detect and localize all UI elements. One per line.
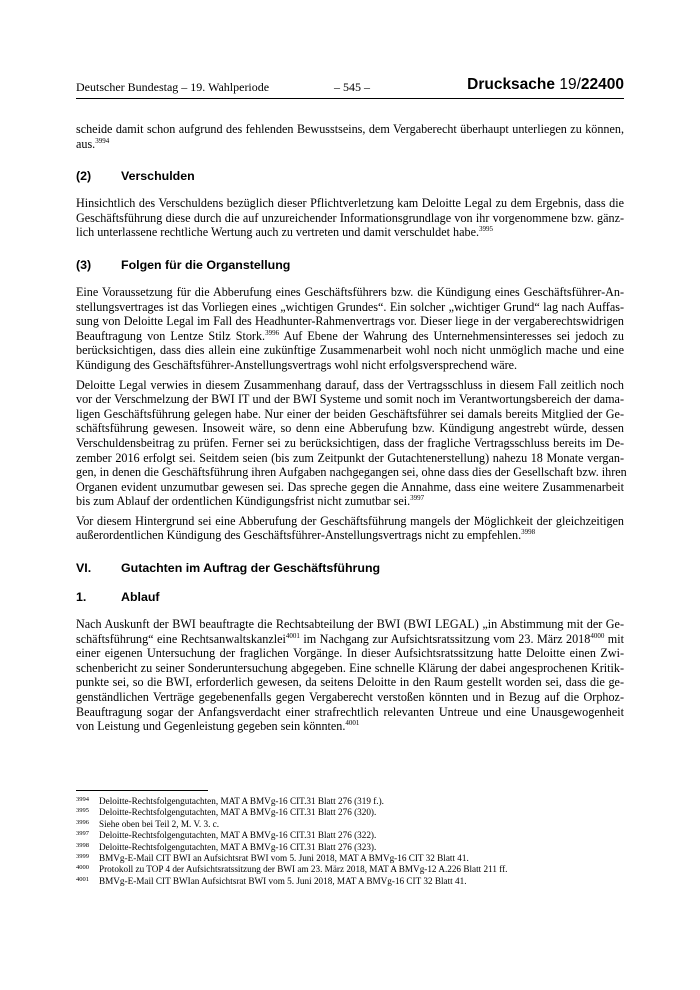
text-line: Geschäftsführung diese durch die auf unzureichender Informationsgrundlage von ihr vorgenommene bzw. gänz- bbox=[76, 210, 624, 225]
footnote-text: Deloitte-Rechtsfolgengutachten, MAT A BMVg-16 CIT.31 Blatt 276 (319 f.). bbox=[99, 796, 384, 806]
text-line: punkte sei, so die BWI, erforderlich gewesen, da seitens Deloitte in den Raum gestellt worden sei, dass die ge- bbox=[76, 675, 624, 690]
text-span: lich unterlassene rechtliche Wertung auch zu vertreten und damit verschuldet habe. bbox=[76, 225, 479, 240]
text-span: außerordentlichen Kündigung des Geschäftsführer-Anstellungsvertrags nicht zu empfehlen. bbox=[76, 528, 522, 543]
text-span: Auf Ebene der Wahrung des Unternehmensinteresses sei jedoch zu bbox=[279, 328, 624, 343]
text-line bbox=[76, 719, 624, 734]
text-line: zember 2016 erfolgt sei. Seitdem seien (bis zum Zeitpunkt der Gutachtenerstellung) nahezu 18 Monate vergan- bbox=[76, 450, 624, 465]
footnote-ref[interactable]: 3997 bbox=[410, 494, 425, 503]
footnote-item bbox=[76, 842, 624, 853]
footnote-number: 3995 bbox=[76, 807, 89, 815]
footnote-text: BMVg-E-Mail CIT BWIan Aufsichtsrat BWI vom 5. Juni 2018, MAT A BMVg-16 CIT 32 Blatt 41. bbox=[99, 875, 467, 886]
text-line: Nach Auskunft der BWI beauftragte die Rechtsabteilung der BWI (BWI LEGAL) „in Abstimmung mit der Ge- bbox=[76, 617, 624, 632]
heading-number: (3) bbox=[76, 257, 92, 272]
footnote-ref[interactable]: 3998 bbox=[521, 528, 536, 537]
footnote-ref[interactable]: 4001 bbox=[345, 719, 360, 728]
heading-title: Verschulden bbox=[121, 169, 195, 184]
text-line: Eine Voraussetzung für die Abberufung eines Geschäftsführers bzw. die Kündigung eines Geschäftsführer-An- bbox=[76, 284, 624, 299]
header-page-number: – 545 – bbox=[334, 80, 370, 94]
text-line: Beauftragung sogar der Anfangsverdacht einer strafrechtlich relevanten Untreue und eine Unausgewogenheit bbox=[76, 704, 624, 719]
footnote-number: 3997 bbox=[76, 830, 89, 838]
footnote-number: 3996 bbox=[76, 818, 89, 826]
text-line: Kündigung des Geschäftsführer-Anstellungsvertrags wohl nicht erfolgsversprechend wäre. bbox=[76, 357, 518, 372]
text-span: mit bbox=[604, 631, 624, 646]
text-line bbox=[76, 632, 624, 647]
text-line: vor der Verschmelzung der BWI IT und der BWI Systeme und somit noch im Verantwortungsbereich der dama- bbox=[76, 392, 624, 407]
text-line: Vor diesem Hintergrund sei eine Abberufung der Geschäftsführung mangels der Möglichkeit der gleichzeitigen bbox=[76, 513, 624, 528]
header-document-id: 22400 bbox=[580, 76, 624, 93]
text-line bbox=[76, 528, 624, 543]
text-line: scheide damit schon aufgrund des fehlenden Bewusstseins, dem Vergaberecht überhaupt unterliegen zu können, bbox=[76, 122, 624, 136]
heading-number: 1. bbox=[76, 590, 87, 605]
text-span: aus. bbox=[76, 136, 96, 151]
footnote-text: BMVg-E-Mail CIT BWI an Aufsichtsrat BWI vom 5. Juni 2018, MAT A BMVg-16 CIT 32 Blatt 41. bbox=[99, 852, 469, 863]
header-document-period: 19/ bbox=[559, 76, 581, 93]
footnote-ref[interactable]: 3996 bbox=[265, 328, 280, 337]
footnote-item bbox=[76, 864, 624, 875]
text-line bbox=[76, 225, 624, 240]
text-line: einer eigenen Untersuchung der fraglichen Vorgänge. In dieser Aufsichtsratssitzung hatte Deloitte einen Zwi- bbox=[76, 646, 624, 661]
footnote-number: 3998 bbox=[76, 841, 89, 849]
text-line: ligen Geschäftsführung gelegen habe. Nur einer der beiden Geschäftsführer sei damals bereits Mitglied der Ge- bbox=[76, 406, 624, 421]
text-span: schäftsführung“ eine Rechtsanwaltskanzlei bbox=[76, 631, 286, 646]
footnote-number: 3994 bbox=[76, 796, 89, 803]
text-line bbox=[76, 494, 624, 509]
footnote-item bbox=[76, 819, 624, 830]
paragraph-intro bbox=[76, 122, 624, 151]
footnote-item bbox=[76, 830, 624, 841]
footnote-text: Deloitte-Rechtsfolgengutachten, MAT A BMVg-16 CIT.31 Blatt 276 (322). bbox=[99, 830, 377, 841]
text-line: Organen evident unzumutbar gewesen sei. Das spreche gegen die Annahme, dass eine weitere Zusammenarbeit bbox=[76, 479, 624, 494]
paragraph-organstellung bbox=[76, 285, 624, 373]
heading-ablauf bbox=[76, 590, 624, 606]
heading-gutachten bbox=[76, 561, 624, 577]
footnotes-section bbox=[76, 790, 624, 887]
text-span: von Leistung und Gegenleistung gegeben sein könnten. bbox=[76, 719, 346, 734]
text-line bbox=[76, 137, 624, 152]
text-line: Verschuldensbeitrag zu prüfen. Ferner sei zu berücksichtigen, dass der fragliche Vertragsschluss bereits im De- bbox=[76, 435, 624, 450]
footnote-number: 4000 bbox=[76, 864, 89, 872]
footnote-item bbox=[76, 876, 624, 887]
paragraph-ablauf bbox=[76, 617, 624, 734]
heading-verschulden bbox=[76, 169, 624, 185]
text-line: genständlichen Verträge gegebenenfalls gegen Vergaberecht verstoßen könnten und in Bezug auf die Orphoz- bbox=[76, 690, 624, 705]
heading-title: Gutachten im Auftrag der Geschäftsführung bbox=[121, 561, 381, 576]
footnote-item bbox=[76, 796, 624, 807]
page-header bbox=[76, 78, 624, 99]
text-line: Hinsichtlich des Verschuldens bezüglich dieser Pflichtverletzung kam Deloitte Legal zu dem Ergebnis, dass die bbox=[76, 196, 624, 211]
paragraph-hintergrund bbox=[76, 514, 624, 543]
footnote-item bbox=[76, 853, 624, 864]
text-line bbox=[76, 329, 624, 344]
header-document-number bbox=[467, 76, 624, 94]
heading-title: Ablauf bbox=[121, 590, 160, 605]
main-content bbox=[76, 122, 627, 739]
text-line: schäftsführung gewesen. Insoweit wäre, so denn eine Abberufung bzw. Kündigung angestrebt würde, dessen bbox=[76, 421, 624, 436]
text-line: Deloitte Legal verwies in diesem Zusammenhang darauf, dass der Vertragsschluss in diesem Fall zeitlich noch bbox=[76, 377, 624, 392]
footnote-ref[interactable]: 3994 bbox=[95, 136, 110, 145]
text-line: gen, in denen die Geschäftsführung ihren Aufgaben nachgegangen sei, ohne dass dies der Gesellschaft bzw. ihren bbox=[76, 465, 627, 480]
footnote-ref[interactable]: 3995 bbox=[479, 225, 493, 234]
text-span: Beauftragung von Lentze Stilz Stork. bbox=[76, 328, 266, 343]
footnote-text: Deloitte-Rechtsfolgengutachten, MAT A BMVg-16 CIT.31 Blatt 276 (323). bbox=[99, 841, 377, 852]
footnote-number: 4001 bbox=[76, 875, 89, 883]
text-span: bis zum Ablauf der ordentlichen Kündigungsfrist nicht zumutbar sei. bbox=[76, 494, 411, 509]
footnote-text: Siehe oben bei Teil 2, M. V. 3. c. bbox=[99, 818, 220, 829]
footnote-number: 3999 bbox=[76, 852, 89, 860]
header-publication: Deutscher Bundestag – 19. Wahlperiode bbox=[76, 80, 270, 94]
text-line: schenbericht zu seiner Sonderuntersuchung abgegeben. Eine schnelle Klärung der dabei angesprochenen Kritik- bbox=[76, 660, 624, 675]
footnote-ref[interactable]: 4001 bbox=[285, 631, 300, 640]
paragraph-verschulden bbox=[76, 196, 624, 240]
heading-number: VI. bbox=[76, 561, 92, 576]
header-document-label: Drucksache bbox=[467, 76, 560, 93]
footnote-ref[interactable]: 4000 bbox=[590, 631, 605, 640]
footnote-divider bbox=[76, 790, 208, 791]
paragraph-deloitte-verwies bbox=[76, 377, 627, 509]
text-line: stellungsvertrages ist das Vorliegen eines „wichtigen Grundes“. Ein solcher „wichtiger Grund“ lag nach Auffas- bbox=[76, 299, 624, 314]
text-span: im Nachgang zur Aufsichtsratssitzung vom 23. März 2018 bbox=[299, 631, 591, 646]
text-line: berücksichtigen, dass dies allein eine zukünftige Zusammenarbeit wohl noch nicht unmöglich mache und eine bbox=[76, 343, 624, 358]
footnote-item bbox=[76, 807, 624, 818]
footnote-text: Deloitte-Rechtsfolgengutachten, MAT A BMVg-16 CIT.31 Blatt 276 (320). bbox=[99, 807, 377, 818]
heading-number: (2) bbox=[76, 169, 92, 184]
footnote-text: Protokoll zu TOP 4 der Aufsichtsratssitzung der BWI am 23. März 2018, MAT A BMVg-12 A.226 Blatt 211 ff. bbox=[99, 864, 508, 875]
heading-organstellung bbox=[76, 258, 624, 274]
heading-title: Folgen für die Organstellung bbox=[121, 257, 291, 272]
text-line: sung von Deloitte Legal im Fall des Headhunter-Rahmenvertrags vor. Dieser liege in der vergaberechtswidrigen bbox=[76, 314, 624, 329]
